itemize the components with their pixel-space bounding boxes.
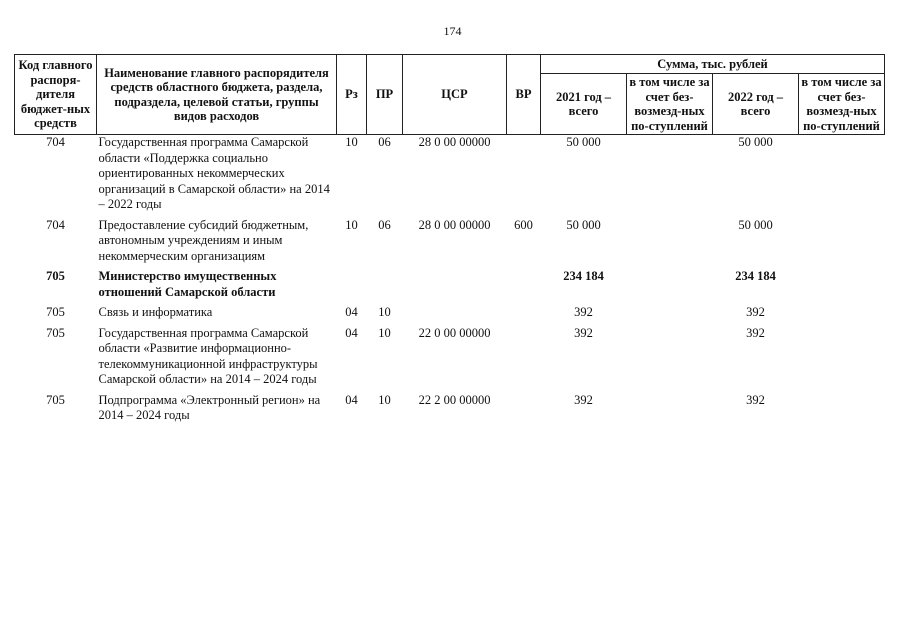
cell-2022-free bbox=[799, 326, 885, 393]
cell-2022-free bbox=[799, 218, 885, 270]
cell-pr: 10 bbox=[378, 325, 391, 340]
cell-rz: 04 bbox=[345, 325, 358, 340]
cell-name: Связь и информатика bbox=[98, 305, 213, 319]
cell-2022-total: 50 000 bbox=[738, 217, 773, 232]
cell-2022-total: 234 184 bbox=[735, 269, 776, 283]
cell-name: Подпрограмма «Электронный регион» на 2014 – 2024 годы bbox=[98, 392, 321, 422]
cell-pr: 06 bbox=[378, 217, 391, 232]
cell-code: 705 bbox=[46, 392, 65, 407]
cell-2021-free bbox=[627, 326, 713, 393]
cell-name: Министерство имущественных отношений Самарской области bbox=[98, 269, 277, 299]
cell-csr: 22 2 00 00000 bbox=[418, 392, 491, 407]
cell-rz: 04 bbox=[345, 392, 358, 407]
header-2021-total: 2021 год – всего bbox=[541, 74, 627, 135]
cell-2021-total: 392 bbox=[574, 305, 593, 319]
cell-name: Предоставление субсидий бюджетным, автономным учреждениям и иным некоммерческим организациям bbox=[98, 217, 309, 263]
cell-name: Государственная программа Самарской области «Развитие информационно-телекоммуникационной инфраструктуры Самарской области» на 2014 – 2024 годы bbox=[98, 325, 318, 386]
header-vr: ВР bbox=[507, 55, 541, 135]
cell-csr bbox=[403, 305, 507, 326]
cell-code: 704 bbox=[46, 135, 65, 149]
cell-2022-free bbox=[799, 305, 885, 326]
cell-2022-total: 50 000 bbox=[738, 135, 773, 149]
cell-2021-total: 50 000 bbox=[566, 217, 601, 232]
budget-table bbox=[14, 54, 885, 429]
cell-vr bbox=[507, 135, 541, 218]
cell-vr: 600 bbox=[514, 217, 533, 232]
cell-pr bbox=[367, 269, 403, 305]
cell-code: 704 bbox=[46, 217, 65, 232]
cell-code: 705 bbox=[46, 269, 65, 283]
cell-2021-free bbox=[627, 269, 713, 305]
cell-2022-free bbox=[799, 135, 885, 218]
cell-2021-free bbox=[627, 393, 713, 429]
header-sum: Сумма, тыс. рублей bbox=[541, 55, 885, 74]
cell-pr: 06 bbox=[378, 135, 391, 149]
cell-vr bbox=[507, 269, 541, 305]
table-header bbox=[15, 55, 885, 135]
cell-2021-total: 50 000 bbox=[566, 135, 601, 149]
cell-rz: 10 bbox=[345, 217, 358, 232]
cell-2022-total: 392 bbox=[746, 325, 765, 340]
cell-rz: 10 bbox=[345, 135, 358, 149]
cell-rz: 04 bbox=[345, 305, 358, 319]
table-row bbox=[15, 269, 885, 305]
table-row bbox=[15, 218, 885, 270]
cell-2022-free bbox=[799, 269, 885, 305]
table-row bbox=[15, 326, 885, 393]
cell-csr: 28 0 00 00000 bbox=[418, 135, 491, 149]
cell-csr: 22 0 00 00000 bbox=[418, 325, 491, 340]
cell-2021-total: 392 bbox=[574, 325, 593, 340]
header-rz: Рз bbox=[337, 55, 367, 135]
table-row bbox=[15, 305, 885, 326]
cell-code: 705 bbox=[46, 305, 65, 319]
cell-2022-total: 392 bbox=[746, 305, 765, 319]
cell-vr bbox=[507, 393, 541, 429]
cell-2022-total: 392 bbox=[746, 392, 765, 407]
header-csr: ЦСР bbox=[403, 55, 507, 135]
header-code: Код главного распоря-дителя бюджет-ных средств bbox=[15, 55, 97, 135]
page-number: 174 bbox=[443, 24, 462, 38]
cell-2021-total: 234 184 bbox=[563, 269, 604, 283]
cell-pr: 10 bbox=[378, 305, 391, 319]
header-name: Наименование главного распорядителя средств областного бюджета, раздела, подраздела, целевой статьи, группы видов расходов bbox=[97, 55, 337, 135]
cell-2021-free bbox=[627, 218, 713, 270]
table-row bbox=[15, 135, 885, 218]
cell-2021-free bbox=[627, 135, 713, 218]
cell-2022-free bbox=[799, 393, 885, 429]
cell-2021-free bbox=[627, 305, 713, 326]
header-2021-free: в том числе за счет без-возмезд-ных по-ступлений bbox=[627, 74, 713, 135]
cell-rz bbox=[337, 269, 367, 305]
cell-vr bbox=[507, 305, 541, 326]
cell-name: Государственная программа Самарской области «Поддержка социально ориентированных некоммерческих организаций в Самарской области» на 2014 – 2022 годы bbox=[98, 135, 330, 211]
cell-csr: 28 0 00 00000 bbox=[418, 217, 491, 232]
cell-2021-total: 392 bbox=[574, 392, 593, 407]
header-pr: ПР bbox=[367, 55, 403, 135]
cell-pr: 10 bbox=[378, 392, 391, 407]
cell-csr bbox=[403, 269, 507, 305]
table-row bbox=[15, 393, 885, 429]
table-body bbox=[15, 135, 885, 429]
header-2022-total: 2022 год – всего bbox=[713, 74, 799, 135]
cell-vr bbox=[507, 326, 541, 393]
header-2022-free: в том числе за счет без-возмезд-ных по-ступлений bbox=[799, 74, 885, 135]
cell-code: 705 bbox=[46, 325, 65, 340]
